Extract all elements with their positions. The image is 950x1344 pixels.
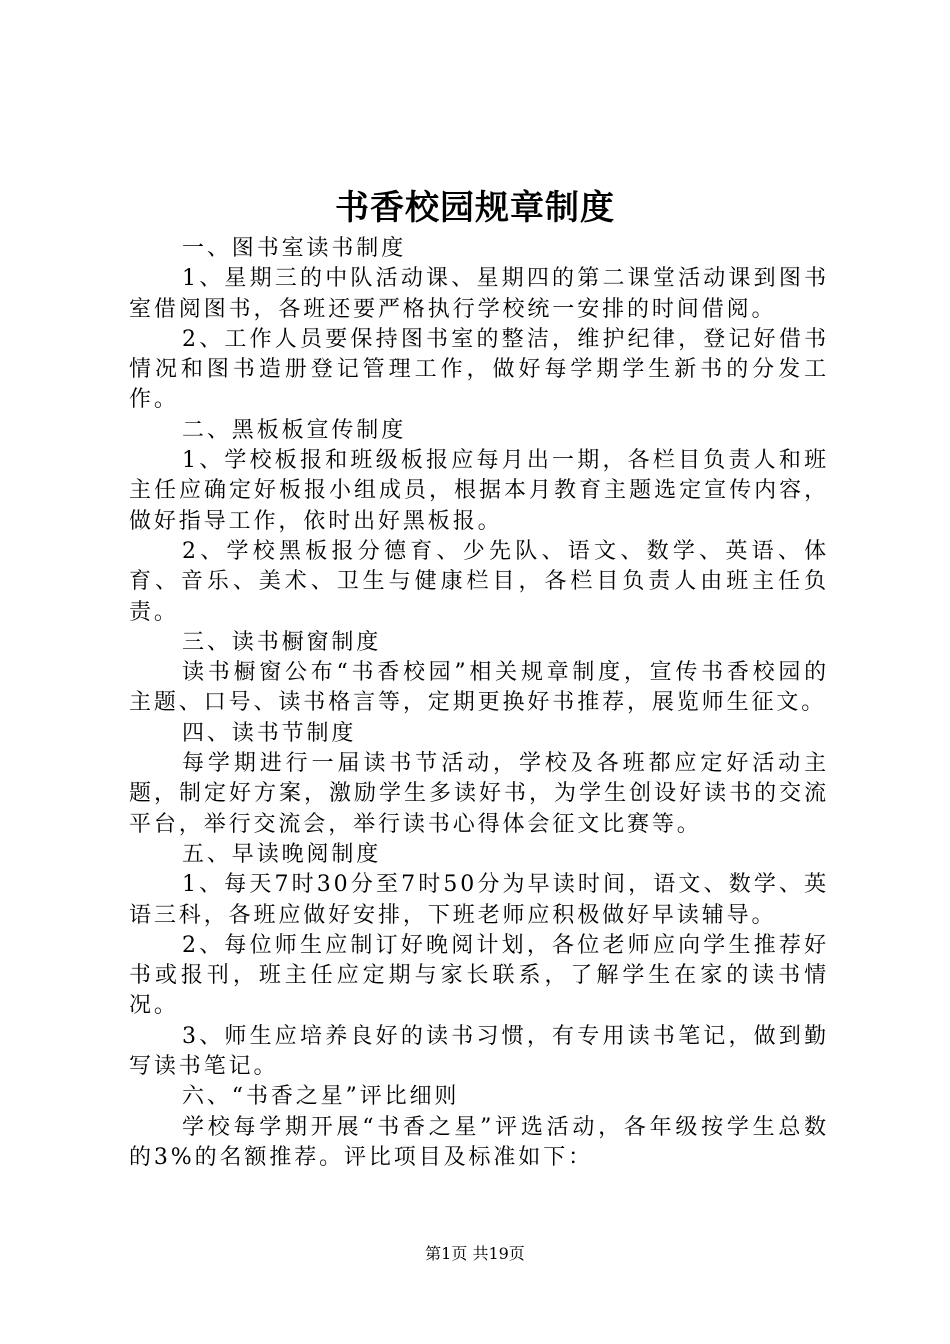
paragraph-blackboard-2: 2、学校黑板报分德育、少先队、语文、数学、英语、体育、音乐、美术、卫生与健康栏目，各栏目负责人由班主任负责。: [129, 538, 829, 625]
paragraph-showcase: 读书橱窗公布“书香校园”相关规章制度，宣传书香校园的主题、口号、读书格言等，定期更换好书推荐，展览师生征文。: [129, 660, 829, 716]
section-heading-reading-festival: 四、读书节制度: [182, 720, 357, 746]
section-heading-morning-evening-reading: 五、早读晚阅制度: [182, 841, 382, 867]
page-footer: 第1页 共19页: [425, 1244, 525, 1263]
paragraph-reading-1: 1、每天7时30分至7时50分为早读时间，语文、数学、英语三科，各班应做好安排，下班老师应积极做好早读辅导。: [129, 872, 829, 928]
paragraph-library-1: 1、星期三的中队活动课、星期四的第二课堂活动课到图书室借阅图书，各班还要严格执行学校统一安排的时间借阅。: [129, 266, 829, 322]
document-title: 书香校园规章制度: [335, 188, 615, 228]
paragraph-star-evaluation: 学校每学期开展“书香之星”评选活动，各年级按学生总数的3%的名额推荐。评比项目及标准如下：: [129, 1114, 829, 1170]
section-heading-library: 一、图书室读书制度: [182, 236, 407, 261]
section-heading-star-evaluation: 六、“书香之星”评比细则: [182, 1084, 460, 1110]
paragraph-reading-festival: 每学期进行一届读书节活动，学校及各班都应定好活动主题，制定好方案，激励学生多读好书，为学生创设好读书的交流平台，举行交流会，举行读书心得体会征文比赛等。: [129, 751, 829, 837]
paragraph-reading-3: 3、师生应培养良好的读书习惯，有专用读书笔记，做到勤写读书笔记。: [129, 1023, 829, 1080]
paragraph-blackboard-1: 1、学校板报和班级板报应每月出一期，各栏目负责人和班主任应确定好板报小组成员，根据本月教育主题选定宣传内容，做好指导工作，依时出好黑板报。: [129, 448, 829, 534]
paragraph-reading-2: 2、每位师生应制订好晚阅计划，各位老师应向学生推荐好书或报刊，班主任应定期与家长联系，了解学生在家的读书情况。: [129, 932, 829, 1019]
section-heading-blackboard: 二、黑板板宣传制度: [182, 417, 407, 443]
section-heading-showcase: 三、读书橱窗制度: [182, 629, 382, 655]
document-body: [129, 234, 829, 1173]
paragraph-library-2: 2、工作人员要保持图书室的整洁，维护纪律，登记好借书情况和图书造册登记管理工作，做好每学期学生新书的分发工作。: [129, 326, 829, 413]
